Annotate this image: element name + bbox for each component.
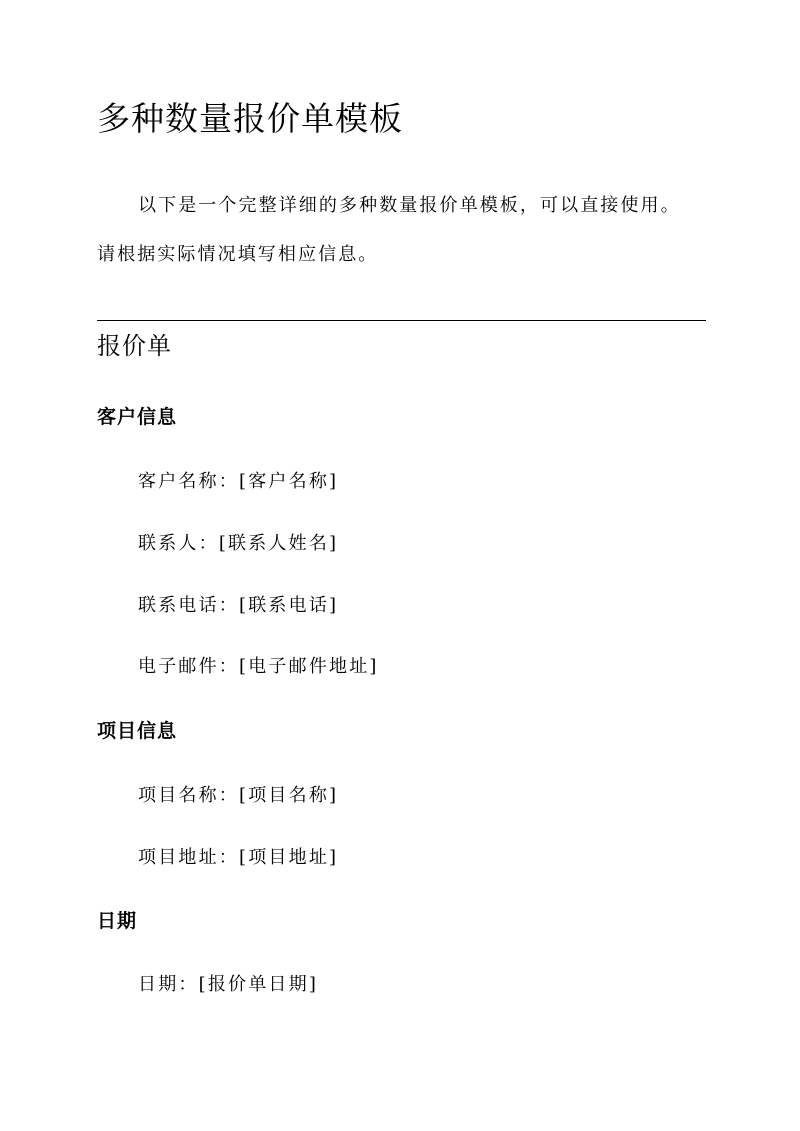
horizontal-divider: [97, 320, 706, 321]
field-value: [联系人姓名]: [218, 533, 339, 554]
field-label: 联系人：: [138, 533, 219, 554]
field-value: [电子邮件地址]: [239, 656, 379, 677]
quote-date-field: [138, 971, 318, 999]
project-info-heading: 项目信息: [97, 720, 178, 742]
field-value: [联系电话]: [239, 595, 339, 616]
intro-text-line-1: 以下是一个完整详细的多种数量报价单模板，可以直接使用。: [138, 195, 681, 216]
date-heading: 日期: [97, 910, 138, 932]
field-label: 联系电话：: [138, 595, 239, 616]
contact-person-field: [138, 530, 338, 558]
email-field: [138, 653, 379, 681]
document-title: 多种数量报价单模板: [97, 99, 403, 138]
field-value: [报价单日期]: [198, 974, 319, 995]
field-value: [客户名称]: [239, 471, 339, 492]
customer-name-field: [138, 468, 338, 496]
quote-section-title: 报价单: [97, 332, 172, 360]
customer-info-heading: 客户信息: [97, 406, 178, 428]
contact-phone-field: [138, 592, 338, 620]
field-value: [项目名称]: [239, 785, 339, 806]
field-label: 项目地址：: [138, 847, 239, 868]
field-label: 客户名称：: [138, 471, 239, 492]
intro-text-line-2: 请根据实际情况填写相应信息。: [97, 244, 379, 265]
field-label: 项目名称：: [138, 785, 239, 806]
field-label: 日期：: [138, 974, 199, 995]
project-address-field: [138, 844, 338, 872]
field-label: 电子邮件：: [138, 656, 239, 677]
field-value: [项目地址]: [239, 847, 339, 868]
project-name-field: [138, 782, 338, 810]
